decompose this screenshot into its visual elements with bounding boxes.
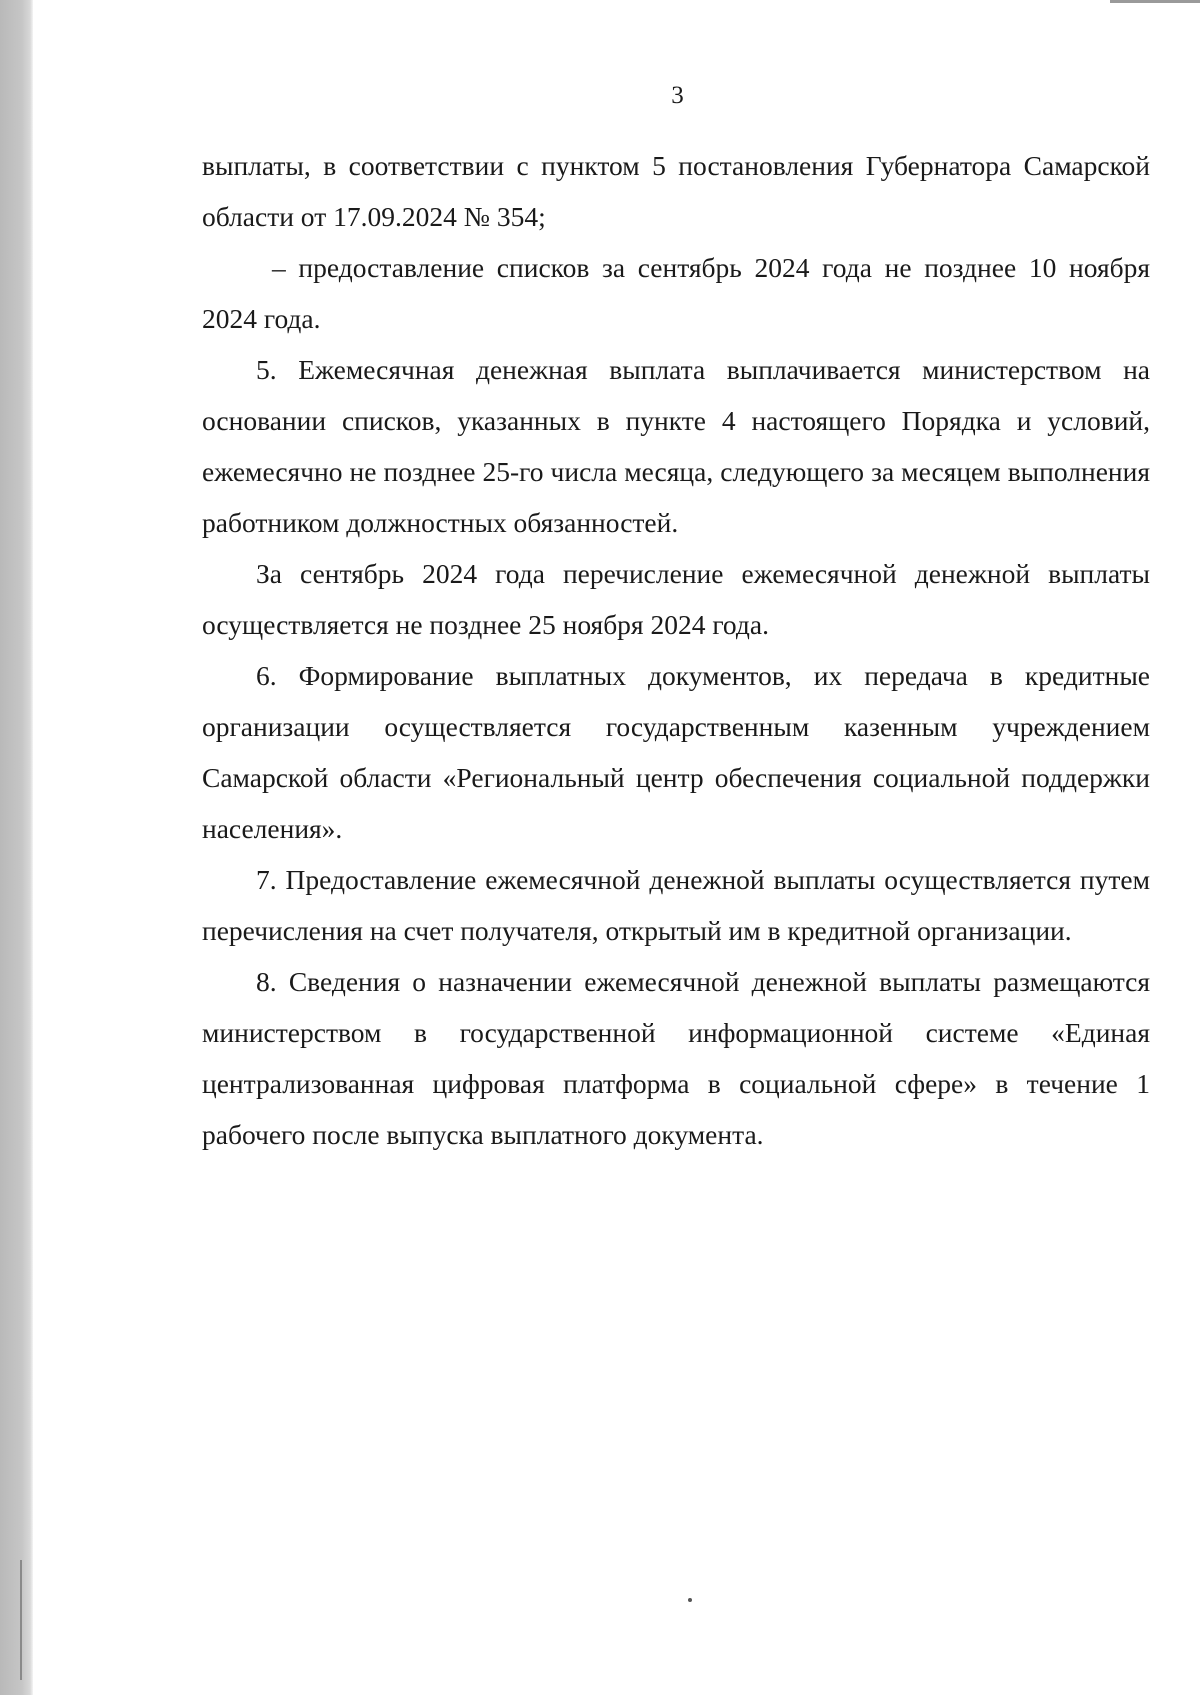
paragraph-continuation: выплаты, в соответствии с пунктом 5 постановления Губернатора Самарской области от 17.09.2024 № 354; — [202, 150, 1150, 232]
scan-top-mark — [1110, 0, 1200, 3]
paragraph-september-transfer: За сентябрь 2024 года перечисление ежемесячной денежной выплаты осуществляется не позднее 25 ноября 2024 года. — [202, 558, 1150, 640]
paragraph-item-7: 7. Предоставление ежемесячной денежной выплаты осуществляется путем перечисления на счет получателя, открытый им в кредитной организации. — [202, 864, 1150, 946]
scan-edge-line — [20, 1560, 22, 1680]
document-body — [202, 140, 1150, 1160]
scan-speck — [688, 1598, 692, 1602]
page-number: 3 — [671, 82, 684, 109]
paragraph-item-5: 5. Ежемесячная денежная выплата выплачивается министерством на основании списков, указанных в пункте 4 настоящего Порядка и условий, ежемесячно не позднее 25-го числа месяца, следующего за месяцем выполнения работником должностных обязанностей. — [202, 354, 1150, 538]
paragraph-item-8: 8. Сведения о назначении ежемесячной денежной выплаты размещаются министерством в государственной информационной системе «Единая централизованная цифровая платформа в социальной сфере» в течение 1 рабочего после выпуска выплатного документа. — [202, 966, 1150, 1150]
paragraph-item-6: 6. Формирование выплатных документов, их передача в кредитные организации осуществляется государственным казенным учреждением Самарской области «Региональный центр обеспечения социальной поддержки населения». — [202, 660, 1150, 844]
scan-left-edge — [0, 0, 33, 1695]
paragraph-list-dash-item: – предоставление списков за сентябрь 2024 года не позднее 10 ноября 2024 года. — [202, 252, 1150, 334]
